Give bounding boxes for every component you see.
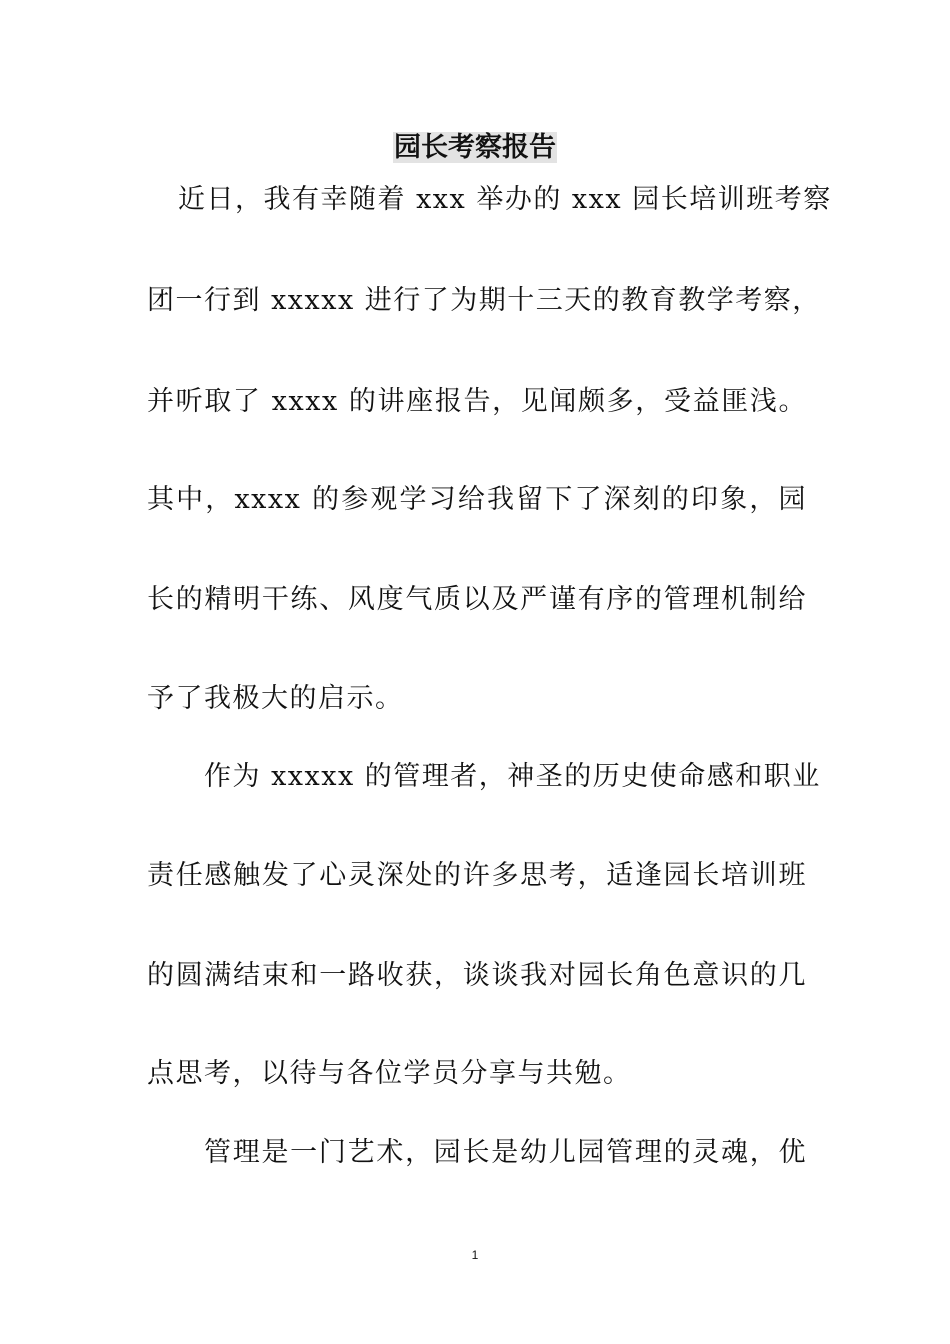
paragraph-line: 团一行到 xxxxx 进行了为期十三天的教育教学考察， [147, 285, 821, 316]
title-text: 园长考察报告 [394, 132, 556, 163]
paragraph-line: 并听取了 xxxx 的讲座报告，见闻颇多，受益匪浅。 [147, 386, 807, 417]
paragraph-line: 管理是一门艺术，园长是幼儿园管理的灵魂，优 [204, 1137, 807, 1168]
paragraph-line: 其中，xxxx 的参观学习给我留下了深刻的印象，园 [147, 484, 807, 515]
page-number: 1 [471, 1248, 479, 1262]
document-title [0, 128, 950, 168]
paragraph-line: 长的精明干练、风度气质以及严谨有序的管理机制给 [147, 584, 807, 615]
paragraph-line: 作为 xxxxx 的管理者，神圣的历史使命感和职业 [204, 761, 821, 792]
paragraph-line: 责任感触发了心灵深处的许多思考，适逢园长培训班 [147, 860, 807, 891]
paragraph-line: 的圆满结束和一路收获，谈谈我对园长角色意识的几 [147, 960, 807, 991]
paragraph-line: 近日，我有幸随着 xxx 举办的 xxx 园长培训班考察 [178, 184, 832, 215]
paragraph-line: 予了我极大的启示。 [147, 683, 404, 714]
paragraph-line: 点思考，以待与各位学员分享与共勉。 [147, 1058, 632, 1089]
